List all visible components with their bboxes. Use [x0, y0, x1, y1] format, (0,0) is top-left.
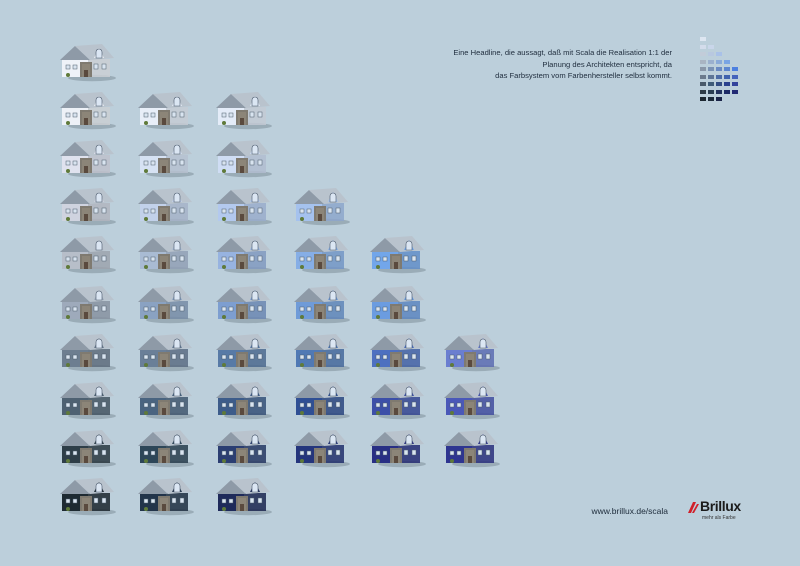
- house-8-1: [58, 378, 118, 420]
- swatch-1-1: [700, 37, 706, 41]
- house-4-3: [214, 184, 274, 226]
- house-8-2: [136, 378, 196, 420]
- swatch-6-4: [724, 75, 730, 79]
- color-swatch-grid: [700, 37, 750, 107]
- house-6-4: [292, 282, 352, 324]
- house-9-2: [136, 426, 196, 468]
- swatch-7-1: [700, 82, 706, 86]
- swatch-2-1: [700, 45, 706, 49]
- swatch-7-2: [708, 82, 714, 86]
- house-2-3: [214, 88, 274, 130]
- swatch-6-3: [716, 75, 722, 79]
- swatch-5-2: [708, 67, 714, 71]
- brillux-logo: [686, 498, 756, 526]
- swatch-3-3: [716, 52, 722, 56]
- house-8-5: [368, 378, 428, 420]
- house-4-1: [58, 184, 118, 226]
- house-3-1: [58, 136, 118, 178]
- brillux-mark-icon: [686, 500, 700, 514]
- house-9-3: [214, 426, 274, 468]
- house-6-2: [136, 282, 196, 324]
- swatch-8-3: [716, 90, 722, 94]
- swatch-3-2: [708, 52, 714, 56]
- swatch-6-2: [708, 75, 714, 79]
- house-5-1: [58, 232, 118, 274]
- house-9-6: [442, 426, 502, 468]
- house-7-3: [214, 330, 274, 372]
- house-6-3: [214, 282, 274, 324]
- house-6-5: [368, 282, 428, 324]
- swatch-7-3: [716, 82, 722, 86]
- house-7-6: [442, 330, 502, 372]
- swatch-2-2: [708, 45, 714, 49]
- house-7-1: [58, 330, 118, 372]
- house-10-3: [214, 474, 274, 516]
- headline-line-1: Eine Headline, die aussagt, daß mit Scala die Realisation 1:1 der: [453, 48, 672, 57]
- headline: [420, 47, 672, 82]
- house-7-2: [136, 330, 196, 372]
- house-4-2: [136, 184, 196, 226]
- house-2-2: [136, 88, 196, 130]
- swatch-8-1: [700, 90, 706, 94]
- swatch-7-4: [724, 82, 730, 86]
- house-5-4: [292, 232, 352, 274]
- swatch-9-3: [716, 97, 722, 101]
- swatch-4-4: [724, 60, 730, 64]
- swatch-5-4: [724, 67, 730, 71]
- house-8-3: [214, 378, 274, 420]
- brand-tagline: mehr als Farbe: [702, 515, 736, 521]
- swatch-8-4: [724, 90, 730, 94]
- swatch-4-1: [700, 60, 706, 64]
- house-9-1: [58, 426, 118, 468]
- swatch-5-5: [732, 67, 738, 71]
- house-1-1: [58, 40, 118, 82]
- swatch-6-5: [732, 75, 738, 79]
- house-8-6: [442, 378, 502, 420]
- house-2-1: [58, 88, 118, 130]
- house-8-4: [292, 378, 352, 420]
- website-url[interactable]: www.brillux.de/scala: [591, 506, 668, 516]
- house-6-1: [58, 282, 118, 324]
- swatch-9-2: [708, 97, 714, 101]
- headline-line-2: Planung des Architekten entspricht, da: [542, 59, 672, 69]
- swatch-5-1: [700, 67, 706, 71]
- house-9-5: [368, 426, 428, 468]
- swatch-4-2: [708, 60, 714, 64]
- swatch-6-1: [700, 75, 706, 79]
- house-10-1: [58, 474, 118, 516]
- headline-line-3: das Farbsystem vom Farbenhersteller selbst kommt.: [495, 71, 672, 80]
- swatch-7-5: [732, 82, 738, 86]
- brand-name: Brillux: [700, 498, 741, 514]
- house-5-3: [214, 232, 274, 274]
- swatch-4-3: [716, 60, 722, 64]
- house-10-2: [136, 474, 196, 516]
- swatch-9-1: [700, 97, 706, 101]
- house-7-5: [368, 330, 428, 372]
- swatch-8-5: [732, 90, 738, 94]
- house-5-5: [368, 232, 428, 274]
- swatch-3-1: [700, 52, 706, 56]
- house-3-3: [214, 136, 274, 178]
- swatch-8-2: [708, 90, 714, 94]
- house-7-4: [292, 330, 352, 372]
- house-5-2: [136, 232, 196, 274]
- house-3-2: [136, 136, 196, 178]
- house-9-4: [292, 426, 352, 468]
- house-4-4: [292, 184, 352, 226]
- swatch-5-3: [716, 67, 722, 71]
